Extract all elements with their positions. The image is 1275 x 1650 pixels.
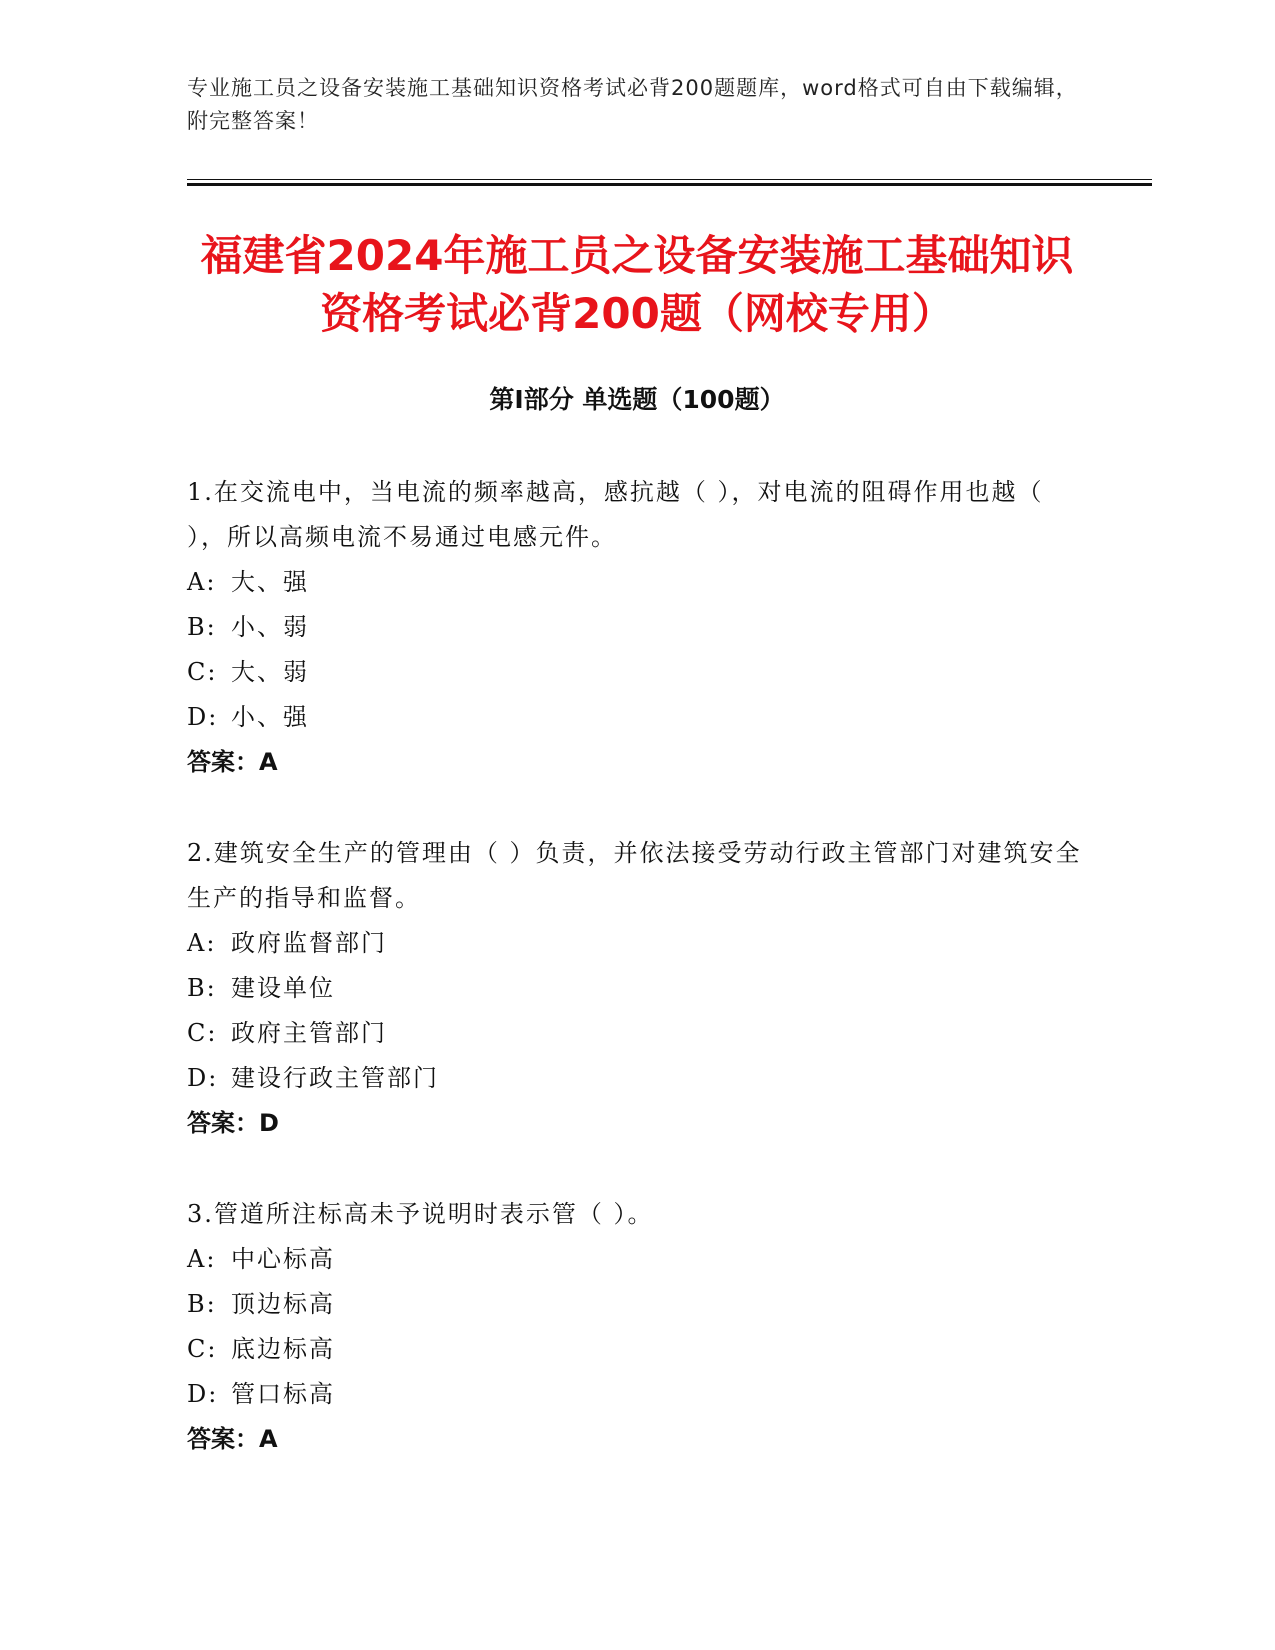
option-letter: A:: [187, 568, 217, 596]
option-letter: B:: [187, 1290, 217, 1318]
option-b: [187, 1282, 1087, 1327]
option-text: 建设单位: [231, 974, 335, 1002]
option-letter: D:: [187, 1380, 219, 1408]
option-letter: D:: [187, 703, 219, 731]
option-text: 顶边标高: [231, 1290, 335, 1318]
option-c: [187, 650, 1087, 695]
option-b: [187, 605, 1087, 650]
question-stem: 3.管道所注标高未予说明时表示管（ ）。: [187, 1200, 654, 1228]
header-divider-thick: [187, 183, 1152, 186]
answer-line: 答案：A: [187, 1425, 278, 1453]
option-text: 小、强: [231, 703, 309, 731]
question-stem: 1.在交流电中，当电流的频率越高，感抗越（ ），对电流的阻碍作用也越（ ），所以高频电流不易通过电感元件。: [187, 478, 1044, 551]
option-a: [187, 921, 1087, 966]
option-text: 大、强: [231, 568, 309, 596]
option-text: 底边标高: [231, 1335, 335, 1363]
option-text: 小、弱: [231, 613, 309, 641]
option-text: 建设行政主管部门: [231, 1064, 439, 1092]
answer-line: 答案：A: [187, 748, 278, 776]
question-list: [187, 470, 1087, 1508]
option-letter: A:: [187, 929, 217, 957]
option-text: 大、弱: [231, 658, 309, 686]
option-text: 政府监督部门: [231, 929, 387, 957]
option-d: [187, 695, 1087, 740]
option-text: 政府主管部门: [231, 1019, 387, 1047]
document-title: 福建省2024年施工员之设备安装施工基础知识资格考试必背200题（网校专用）: [200, 231, 1074, 338]
question-1: [187, 470, 1087, 785]
option-letter: C:: [187, 658, 218, 686]
option-letter: B:: [187, 613, 217, 641]
option-a: [187, 560, 1087, 605]
option-d: [187, 1056, 1087, 1101]
question-3: [187, 1192, 1087, 1462]
option-letter: A:: [187, 1245, 217, 1273]
section-title: 第Ⅰ部分 单选题（100题）: [489, 385, 785, 414]
option-letter: D:: [187, 1064, 219, 1092]
option-letter: C:: [187, 1335, 218, 1363]
option-letter: C:: [187, 1019, 218, 1047]
option-b: [187, 966, 1087, 1011]
option-c: [187, 1327, 1087, 1372]
answer-line: 答案：D: [187, 1109, 279, 1137]
question-stem: 2.建筑安全生产的管理由（ ）负责，并依法接受劳动行政主管部门对建筑安全生产的指导和监督。: [187, 839, 1082, 912]
question-2: [187, 831, 1087, 1146]
option-a: [187, 1237, 1087, 1282]
header-divider-thin: [187, 179, 1152, 180]
option-text: 中心标高: [231, 1245, 335, 1273]
header-note: 专业施工员之设备安装施工基础知识资格考试必背200题题库，word格式可自由下载编辑，附完整答案！: [187, 76, 1078, 133]
option-c: [187, 1011, 1087, 1056]
option-letter: B:: [187, 974, 217, 1002]
option-text: 管口标高: [231, 1380, 335, 1408]
option-d: [187, 1372, 1087, 1417]
